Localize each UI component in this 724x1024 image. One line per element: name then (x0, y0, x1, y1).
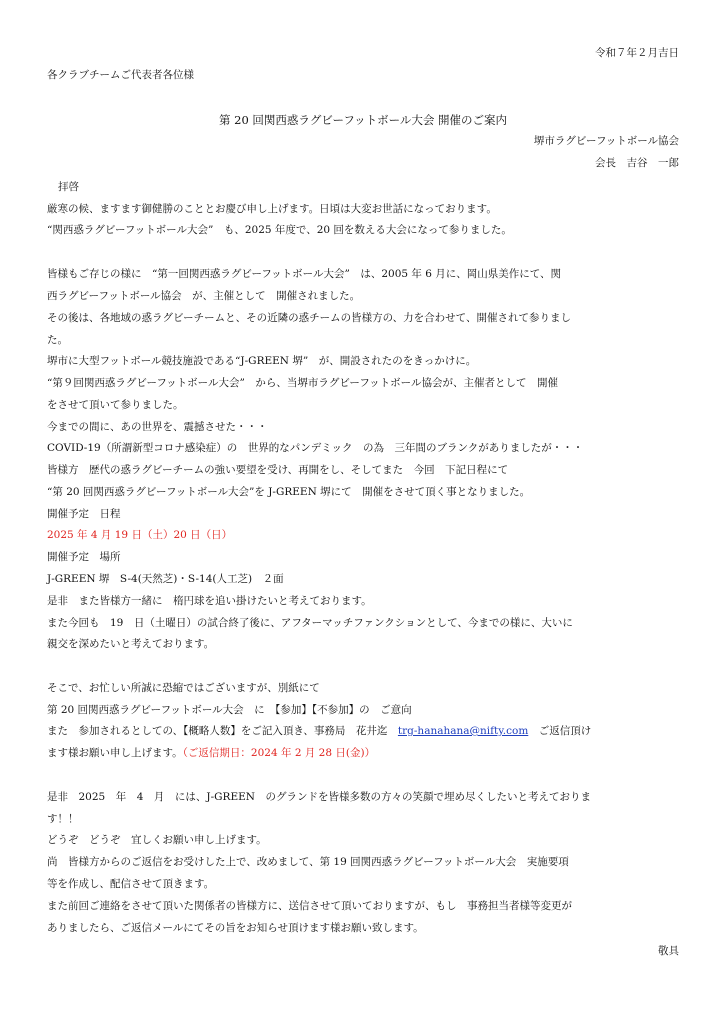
history-line: 堺市に大型フットボール競技施設である“J-GREEN 堺” が、開設されたのをきっかけに。 (47, 355, 477, 367)
history-line: た。 (47, 334, 68, 346)
history-line: “第 20 回関西惑ラグビーフットボール大会”を J-GREEN 堺にて 開催をさせて頂く事となりました。 (47, 486, 531, 498)
schedule-line: また今回も 19 日（土曜日）の試合終了後に、アフターマッチファンクションとして、今までの様に、大いに (47, 617, 573, 629)
history-line: その後は、各地域の惑ラグビーチームと、その近隣の惑チームの皆様方の、力を合わせて、開催されて参りまし (47, 312, 571, 324)
letter-title: 第 20 回関西惑ラグビーフットボール大会 開催のご案内 (218, 113, 508, 127)
closing-line: 尚 皆様方からのご返信をお受けした上で、改めまして、第 19 回関西惑ラグビーフットボール大会 実施要項 (47, 856, 569, 868)
schedule-date-label: 開催予定 日程 (47, 508, 121, 520)
schedule-date-value: 2025 年 4 月 19 日（土）20 日（日） (47, 529, 233, 541)
addressee: 各クラブチームご代表者各位様 (47, 69, 194, 81)
history-line: COVID-19（所謂新型コロナ感染症）の 世界的なパンデミック の為 三年間のブランクがありましたが・・・ (47, 442, 584, 454)
sender-organization: 堺市ラグビーフットボール協会 (533, 135, 679, 147)
closing-line: ありましたら、ご返信メールにてその旨をお知らせ頂けます様お願い致します。 (47, 922, 424, 934)
reply-deadline: （ご返信期日：2024 年 2 月 28 日(金)） (182, 747, 376, 759)
reply-line (47, 724, 679, 739)
history-line: 今までの間に、あの世界を、震撼させた・・・ (47, 421, 268, 433)
opening-salutation: 拝啓 (58, 181, 79, 193)
history-line: をさせて頂いて参りました。 (47, 399, 184, 411)
reply-text: ご返信頂け (528, 725, 592, 737)
schedule-line: 是非 また皆様方一緒に 楕円球を追い掛けたいと考えております。 (47, 595, 372, 607)
sign-off: 敬具 (658, 945, 679, 957)
closing-line: どうぞ どうぞ 宜しくお願い申し上げます。 (47, 834, 267, 846)
contact-email-link[interactable]: trg-hanahana@nifty.com (397, 725, 529, 737)
reply-line (47, 746, 679, 761)
closing-line: 是非 2025 年 4 月 には、J-GREEN のグランドを皆様多数の方々の笑顔で埋め尽くしたいと考えておりま (47, 791, 591, 803)
schedule-venue-label: 開催予定 場所 (47, 551, 121, 563)
history-line: 皆様方 歴代の惑ラグビーチームの強い要望を受け、再開をし、そしてまた 今回 下記日程にて (47, 464, 509, 476)
closing-line: す！！ (47, 813, 79, 825)
sender-name: 会長 吉谷 一郎 (595, 157, 679, 169)
closing-line: また前回ご連絡をさせて頂いた関係者の皆様方に、送信させて頂いておりますが、もし 事務担当者様等変更が (47, 900, 572, 912)
schedule-line: 親交を深めたいと考えております。 (47, 638, 215, 650)
greeting-line: “関西惑ラグビーフットボール大会” も、2025 年度で、20 回を数える大会になって参りました。 (47, 224, 512, 236)
reply-text: ます様お願い申し上げます。 (47, 747, 183, 759)
greeting-line: 厳寒の候、ますます御健勝のこととお慶び申し上げます。日頃は大変お世話になっております。 (47, 203, 497, 215)
history-line: “第９回関西惑ラグビーフットボール大会” から、当堺市ラグビーフットボール協会が、主催者として 開催 (47, 377, 558, 389)
letter-date: 令和７年２月吉日 (595, 47, 679, 59)
reply-text: また 参加されるとしての、【概略人数】をご記入頂き、事務局 花井迄 (47, 725, 398, 737)
reply-line: 第 20 回関西惑ラグビーフットボール大会 に 【参加】【不参加】の ご意向 (47, 704, 412, 716)
closing-line: 等を作成し、配信させて頂きます。 (47, 878, 215, 890)
reply-line: そこで、お忙しい所誠に恐縮ではございますが、別紙にて (47, 682, 320, 694)
schedule-venue-value: J-GREEN 堺 S-4(天然芝)・S-14(人工芝) ２面 (47, 573, 284, 585)
history-line: 西ラグビーフットボール協会 が、主催として 開催されました。 (47, 290, 361, 302)
history-line: 皆様もご存じの様に “第一回関西惑ラグビーフットボール大会” は、2005 年 6 月に、岡山県美作にて、関 (47, 268, 562, 280)
